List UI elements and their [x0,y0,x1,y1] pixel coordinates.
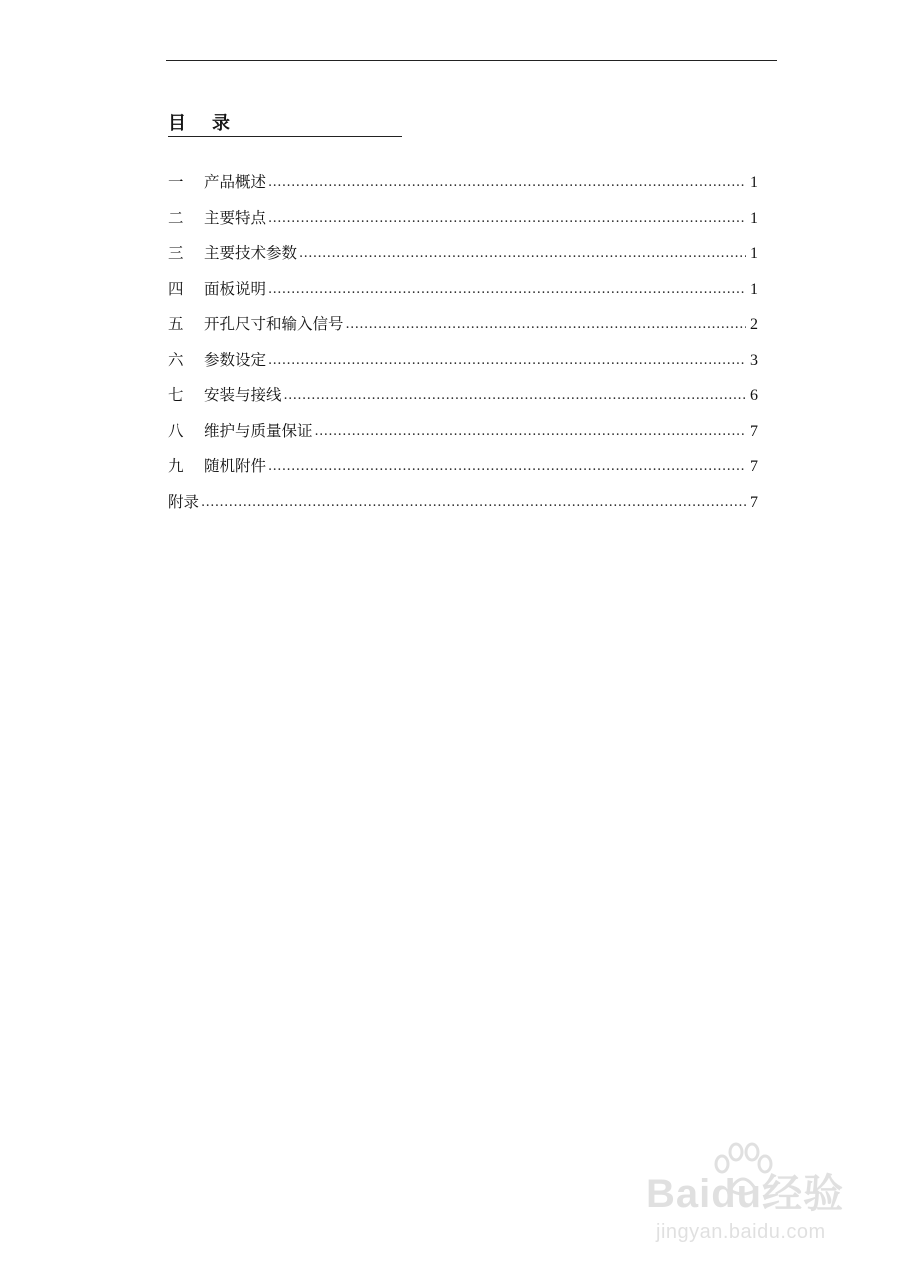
toc-dot-leader [268,278,746,302]
toc-entry-title: 参数设定 [204,350,267,369]
toc-entry-page: 7 [750,422,758,440]
toc-entry-title: 维护与质量保证 [204,421,313,440]
toc-entry[interactable] [168,348,758,384]
toc-list [168,170,758,525]
toc-entry-page: 7 [750,493,758,511]
toc-entry-title: 附录 [168,492,200,511]
toc-entry-title: 开孔尺寸和输入信号 [204,315,344,333]
toc-entry[interactable] [168,241,758,277]
toc-entry-title: 安装与接线 [204,386,282,404]
toc-entry-title: 产品概述 [204,173,267,191]
toc-entry-title: 主要技术参数 [204,244,298,262]
toc-entry-number: 三 [168,244,184,262]
header-rule [166,60,777,61]
toc-entry-page: 1 [750,245,758,262]
toc-entry-number: 八 [168,421,184,440]
toc-entry[interactable] [168,419,758,455]
toc-entry-number: 二 [168,208,184,227]
toc-dot-leader [268,207,746,231]
toc-dot-leader [201,491,746,515]
toc-entry[interactable] [168,383,758,419]
toc-dot-leader [315,420,746,444]
watermark-brand: Baidu经验 [646,1172,845,1216]
toc-entry[interactable] [168,170,758,206]
toc-entry-page: 3 [750,351,758,369]
toc-entry-page: 2 [750,316,758,333]
toc-heading [168,112,402,137]
toc-entry-number: 六 [168,350,184,369]
toc-entry-page: 1 [750,280,758,298]
toc-dot-leader [268,349,746,373]
toc-entry[interactable] [168,312,758,348]
toc-entry-title: 随机附件 [204,457,267,475]
toc-entry-number: 一 [168,173,184,191]
toc-dot-leader [268,171,746,195]
toc-dot-leader [299,242,746,266]
toc-entry-title: 主要特点 [204,208,267,227]
baidu-watermark [640,1140,870,1250]
toc-heading-char-2: 录 [212,113,230,134]
toc-entry-title: 面板说明 [204,279,267,298]
toc-entry-appendix[interactable] [168,490,758,526]
toc-entry-page: 1 [750,174,758,191]
toc-entry-page: 6 [750,387,758,404]
toc-dot-leader [346,313,746,337]
toc-entry-number: 五 [168,315,184,333]
toc-entry-number: 九 [168,457,184,475]
toc-entry[interactable] [168,454,758,490]
toc-entry-page: 7 [750,458,758,475]
toc-entry-number: 四 [168,279,184,298]
toc-entry[interactable] [168,206,758,242]
toc-entry[interactable] [168,277,758,313]
watermark-url: jingyan.baidu.com [656,1221,826,1243]
toc-entry-page: 1 [750,209,758,227]
toc-dot-leader [268,455,746,479]
toc-heading-char-1: 目 [168,113,186,134]
toc-dot-leader [284,384,746,408]
toc-entry-number: 七 [168,386,184,404]
